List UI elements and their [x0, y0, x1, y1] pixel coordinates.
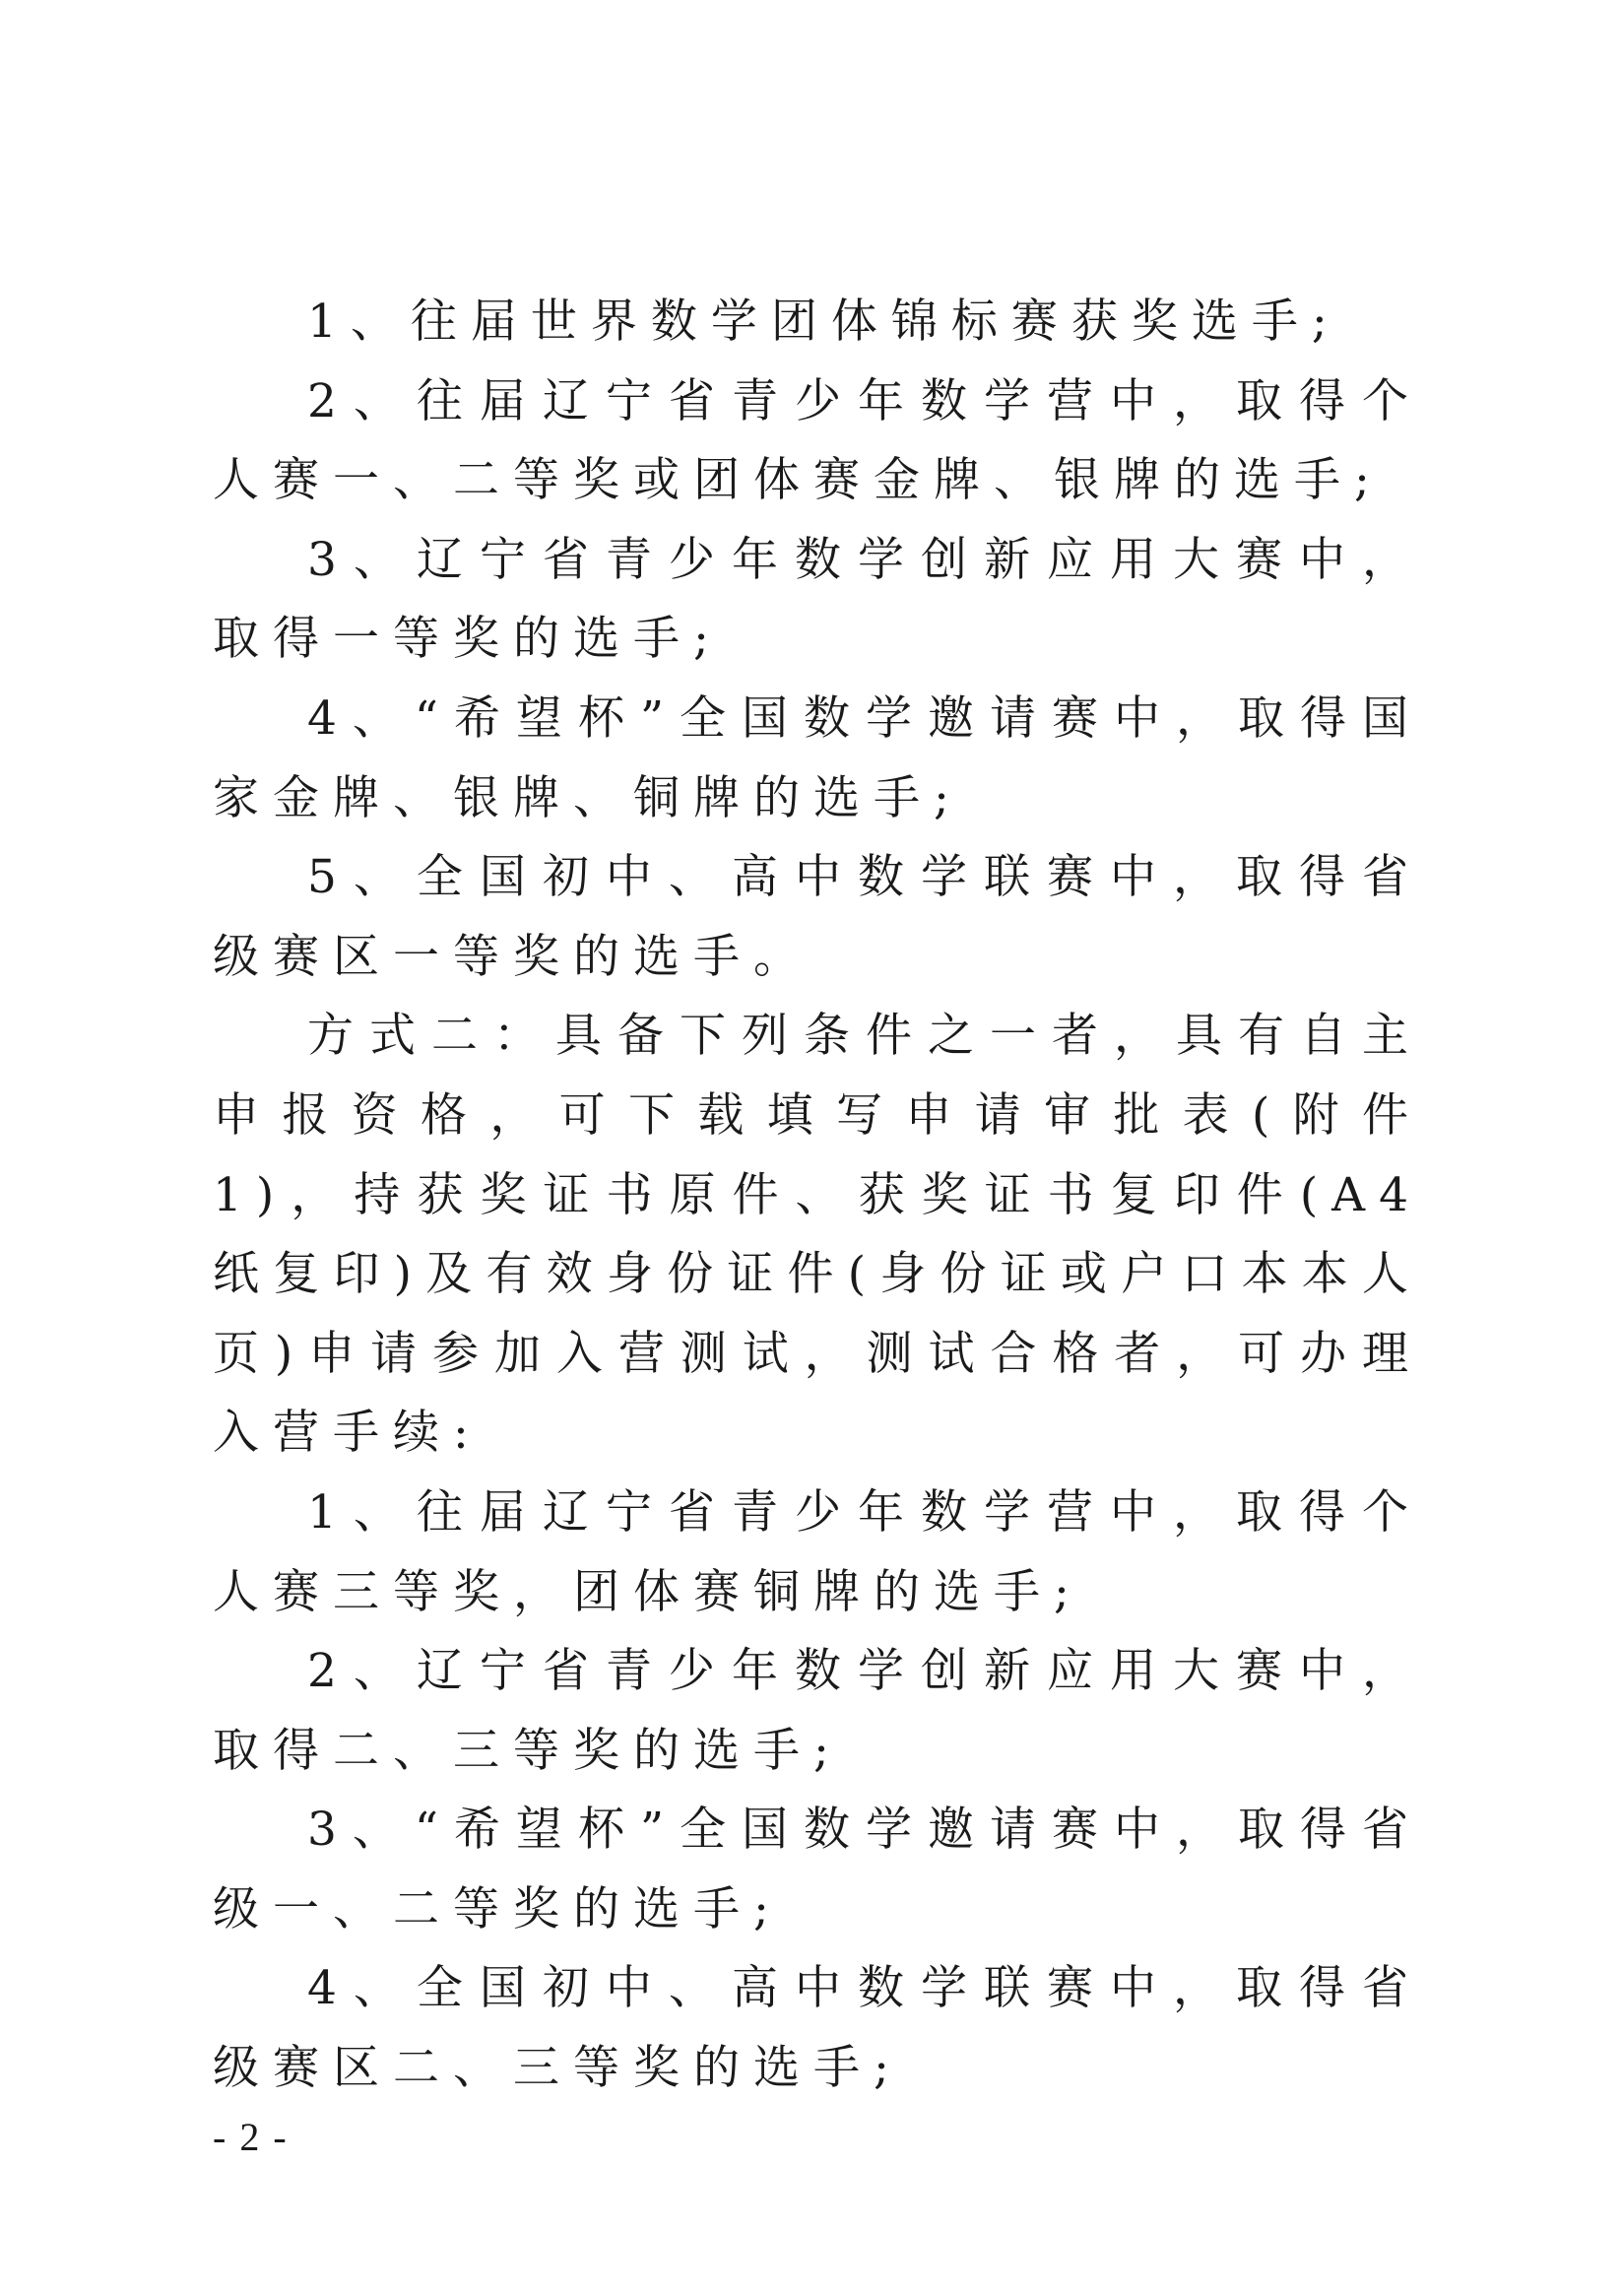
paragraph-method2-item4: 4、全国初中、高中数学联赛中，取得省级赛区二、三等奖的选手;	[213, 1961, 1422, 2096]
document-body	[213, 283, 1422, 2109]
paragraph-method1-item5: 5、全国初中、高中数学联赛中，取得省级赛区一等奖的选手。	[213, 850, 1422, 984]
paragraph-method2-item2: 2、辽宁省青少年数学创新应用大赛中，取得二、三等奖的选手;	[213, 1644, 1422, 1778]
paragraph-method1-item1: 1、往届世界数学团体锦标赛获奖选手;	[307, 295, 1341, 349]
paragraph-method1-item4: 4、“希望杯”全国数学邀请赛中，取得国家金牌、银牌、铜牌的选手;	[213, 690, 1422, 825]
paragraph-method2-item3: 3、“希望杯”全国数学邀请赛中，取得省级一、二等奖的选手;	[213, 1803, 1422, 1936]
page-number: - 2 -	[213, 2115, 289, 2159]
paragraph-method2-item1: 1、往届辽宁省青少年数学营中，取得个人赛三等奖，团体赛铜牌的选手;	[213, 1484, 1422, 1619]
paragraph-method1-item2: 2、往届辽宁省青少年数学营中，取得个人赛一、二等奖或团体赛金牌、银牌的选手;	[213, 373, 1422, 508]
paragraph-method1-item3: 3、辽宁省青少年数学创新应用大赛中，取得一等奖的选手;	[213, 532, 1422, 667]
paragraph-method2-intro: 方式二：具备下列条件之一者，具有自主申报资格，可下载填写申请审批表(附件 1)，持获奖证书原件、获奖证书复印件(A4 纸复印)及有效身份证件(身份证或户口本本人页)申请参加入营测试，测试合格者，可办理入营手续:	[213, 1009, 1422, 1461]
